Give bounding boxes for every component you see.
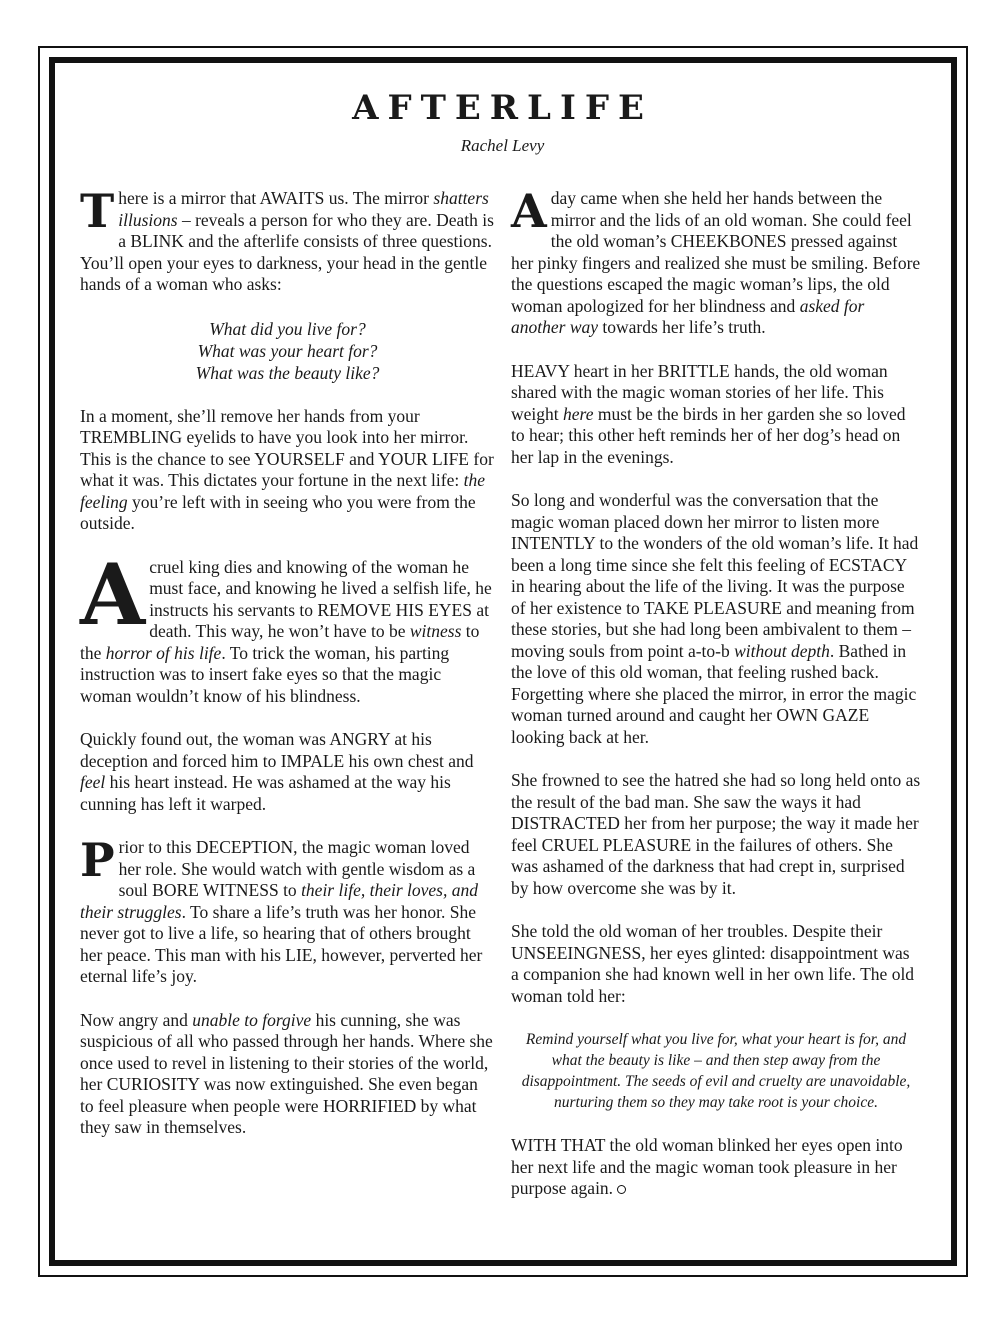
- left-column: [80, 184, 495, 1161]
- verse-line: What was your heart for?: [197, 340, 378, 361]
- paragraph-deception: Prior to this DECEPTION, the magic woman loved her role. She would watch with gentle wisdom as a soul BORE WITNESS to their life, their loves, and their struggles. To share a life’s truth was her honor. She never got to live a life, so hearing that of others brought her peace. This man with his LIE, however, perverted her eternal life’s joy.: [80, 833, 483, 986]
- page-title: AFTERLIFE: [352, 88, 653, 128]
- drop-cap: T: [80, 184, 115, 238]
- verse-line: What did you live for?: [209, 318, 366, 339]
- paragraph-conversation: So long and wonderful was the conversation that the magic woman placed down her mirror to listen more INTENTLY to the wonders of the old woman’s life. It had been a long time since she felt this feeling of ECSTACY in hearing about the life of the living. It was the purpose of her existence to TAKE PLEASURE and meaning from these stories, but she had long been ambivalent to them – moving souls from point a-to-b without depth. Bathed in the love of this old woman, that feeling rushed back. Forgetting where she placed the mirror, in error the magic woman turned around and caught her OWN GAZE looking back at her.: [511, 490, 919, 747]
- paragraph-old-woman: Aday came when she held her hands between the mirror and the lids of an old woman. She could feel the old woman’s CHEEKBONES pressed against her pinky fingers and realized she must be smiling. Before the questions escaped the magic woman’s lips, the old woman apologized for her blindness and asked for another way towards her life’s truth.: [511, 184, 921, 337]
- author-byline: Rachel Levy: [460, 136, 545, 155]
- paragraph-troubles: She told the old woman of her troubles. Despite their UNSEEINGNESS, her eyes glinted: disappointment was a companion she had known well in her own life. The old woman told her:: [511, 921, 915, 1006]
- paragraph-frowned: She frowned to see the hatred she had so long held onto as the result of the bad man. She saw the ways it had DISTRACTED her from her purpose; the way it made her feel CRUEL PLEASURE in the failures of others. She was ashamed of the darkness that had crept in, surprised by how overcome she was by it.: [511, 770, 921, 898]
- paragraph-intro: There is a mirror that AWAITS us. The mirror shatters illusions – reveals a person for who they are. Death is a BLINK and the afterlife consists of three questions. You’ll open your eyes to darkness, your head in the gentle hands of a woman who asks:: [80, 184, 494, 294]
- paragraph-mirror: In a moment, she’ll remove her hands from your TREMBLING eyelids to have you look into her mirror. This is the chance to see YOURSELF and YOUR LIFE for what it was. This dictates your fortune in the next life: the feeling you’re left with in seeing who you were from the outside.: [80, 405, 494, 533]
- questions-verse: [80, 318, 495, 384]
- advice-quote: Remind yourself what you live for, what your heart is for, and what the beauty is like – and then step away from the disappointment. The seeds of evil and cruelty are unavoidable, nurturing them so they may take root is your choice.: [521, 1031, 911, 1111]
- drop-cap: P: [80, 833, 115, 887]
- verse-line: What was the beauty like?: [195, 362, 380, 383]
- paragraph-cruel-king: Acruel king dies and knowing of the woman he must face, and knowing he lived a selfish life, he instructs his servants to REMOVE HIS EYES at death. This way, he won’t have to be witness to the horror of his life. To trick the woman, his parting instruction was to insert fake eyes so that the magic woman wouldn’t know of his blindness.: [80, 544, 492, 706]
- paragraph-heavy-heart: HEAVY heart in her BRITTLE hands, the old woman shared with the magic woman stories of her life. This weight here must be the birds in her garden she so loved to hear; this other heft reminds her of her dog’s head on her lap in the evenings.: [511, 360, 906, 467]
- paragraph-found-out: Quickly found out, the woman was ANGRY at his deception and forced him to IMPALE his own chest and feel his heart instead. He was ashamed at the way his cunning has left it warped.: [80, 729, 474, 814]
- paragraph-ending: WITH THAT the old woman blinked her eyes open into her next life and the magic woman took pleasure in her purpose again.: [511, 1135, 903, 1198]
- drop-cap: A: [80, 544, 146, 644]
- drop-cap: A: [511, 184, 547, 238]
- end-mark-icon: [617, 1185, 626, 1194]
- paragraph-angry: Now angry and unable to forgive his cunning, she was suspicious of all who passed through her hands. Where she once used to revel in listening to their stories of the world, her CURIOSITY was now extinguished. She even began to feel pleasure when people were HORRIFIED by what they saw in themselves.: [80, 1009, 493, 1137]
- right-column: [511, 184, 921, 1222]
